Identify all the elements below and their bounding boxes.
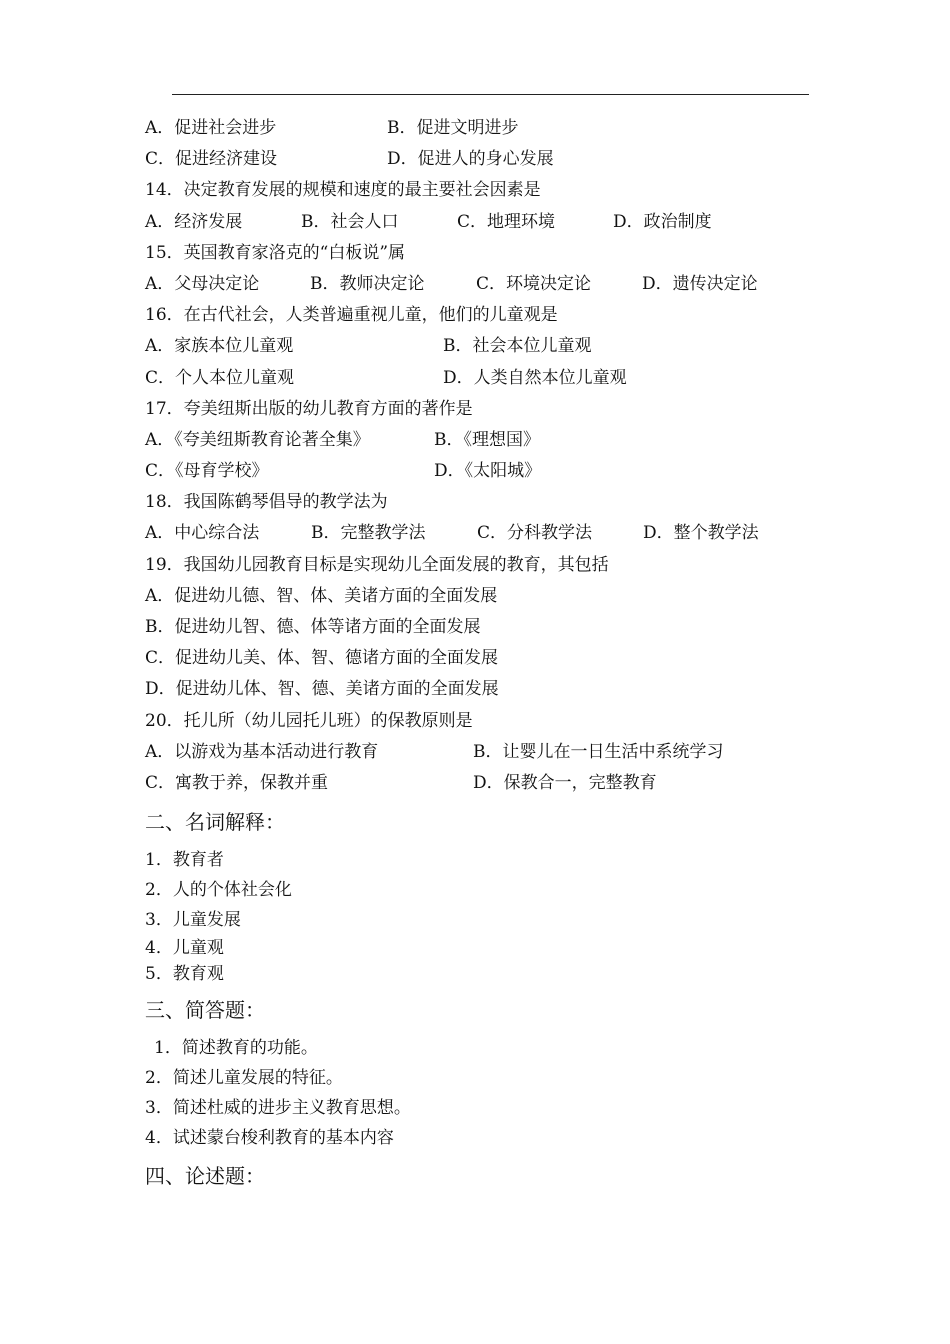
q13-options-row-2 [145,144,825,175]
q13-option-b: B．促进文明进步 [387,118,519,138]
q15-option-b: B．教师决定论 [310,273,425,294]
q19-option-a: A．促进幼儿德、智、体、美诸方面的全面发展 [145,585,498,606]
q16-options-row-2 [145,363,825,394]
q18-options [145,518,825,549]
q15-options [145,269,825,300]
q20-options-row-2 [145,768,825,799]
q13-option-d: D．促进人的身心发展 [387,149,554,170]
section-2-item-3: 3．儿童发展 [145,910,241,931]
q16-option-b: B．社会本位儿童观 [443,336,592,357]
q18-option-d: D．整个教学法 [643,523,759,544]
q15-stem: 15．英国教育家洛克的“白板说”属 [145,242,406,263]
q19-option-d: D．促进幼儿体、智、德、美诸方面的全面发展 [145,679,499,700]
q14-options [145,207,825,238]
section-3-item-4: 4．试述蒙台梭利教育的基本内容 [145,1128,394,1149]
q15-option-c: C．环境决定论 [476,273,592,294]
q13-option-c: C．促进经济建设 [145,149,278,170]
q15-option-d: D．遗传决定论 [642,273,758,294]
q17-option-d: D．《太阳城》 [434,461,542,482]
exam-content [145,113,825,1199]
q15-option-a: A．父母决定论 [145,273,260,294]
q16-option-a: A．家族本位儿童观 [145,336,294,357]
q17-option-a: A．《夸美纽斯教育论著全集》 [145,429,370,450]
q18-option-b: B．完整教学法 [311,523,426,544]
q18-stem: 18．我国陈鹤琴倡导的教学法为 [145,492,388,513]
q19-option-c: C．促进幼儿美、体、智、德诸方面的全面发展 [145,648,499,669]
section-4-title: 四、论述题： [145,1164,265,1189]
q16-option-c: C．个人本位儿童观 [145,367,295,388]
section-2-title: 二、名词解释： [145,810,285,835]
q17-stem: 17．夸美纽斯出版的幼儿教育方面的著作是 [145,398,473,419]
header-rule [172,94,809,95]
q17-option-c: C．《母育学校》 [145,461,269,482]
section-2-item-4: 4．儿童观 [145,938,224,959]
q20-option-a: A．以游戏为基本活动进行教育 [145,741,379,762]
q19-stem: 19．我国幼儿园教育目标是实现幼儿全面发展的教育，其包括 [145,554,609,575]
q16-options-row-1 [145,331,825,362]
q16-stem: 16．在古代社会，人类普遍重视儿童，他们的儿童观是 [145,305,558,326]
q17-option-b: B．《理想国》 [434,429,540,450]
q18-option-a: A．中心综合法 [145,523,260,544]
q19-option-b: B．促进幼儿智、德、体等诸方面的全面发展 [145,617,481,637]
section-3-title: 三、简答题： [145,998,265,1023]
q20-stem: 20．托儿所（幼儿园托儿班）的保教原则是 [145,710,473,731]
section-3-item-3: 3．简述杜威的进步主义教育思想。 [145,1098,411,1119]
q17-options-row-1 [145,425,825,456]
section-2-item-2: 2．人的个体社会化 [145,880,292,901]
q18-option-c: C．分科教学法 [477,523,593,544]
q14-option-d: D．政治制度 [613,211,712,232]
q20-option-c: C．寓教于养，保教并重 [145,772,329,793]
q14-option-c: C．地理环境 [457,211,556,232]
section-2-item-5: 5．教育观 [145,964,224,985]
section-2-item-1: 1．教育者 [145,850,224,871]
q16-option-d: D．人类自然本位儿童观 [443,367,627,388]
q14-option-b: B．社会人口 [301,211,399,232]
q14-option-a: A．经济发展 [145,211,243,232]
section-3-item-1: 1．简述教育的功能。 [154,1038,318,1059]
q20-options-row-1 [145,737,825,768]
q13-options-row-1 [145,113,825,144]
section-3-item-2: 2．简述儿童发展的特征。 [145,1068,343,1089]
q14-stem: 14．决定教育发展的规模和速度的最主要社会因素是 [145,180,541,201]
q13-option-a: A．促进社会进步 [145,118,277,138]
q20-option-b: B．让婴儿在一日生活中系统学习 [473,741,724,762]
q17-options-row-2 [145,456,825,487]
q20-option-d: D．保教合一，完整教育 [473,772,657,793]
